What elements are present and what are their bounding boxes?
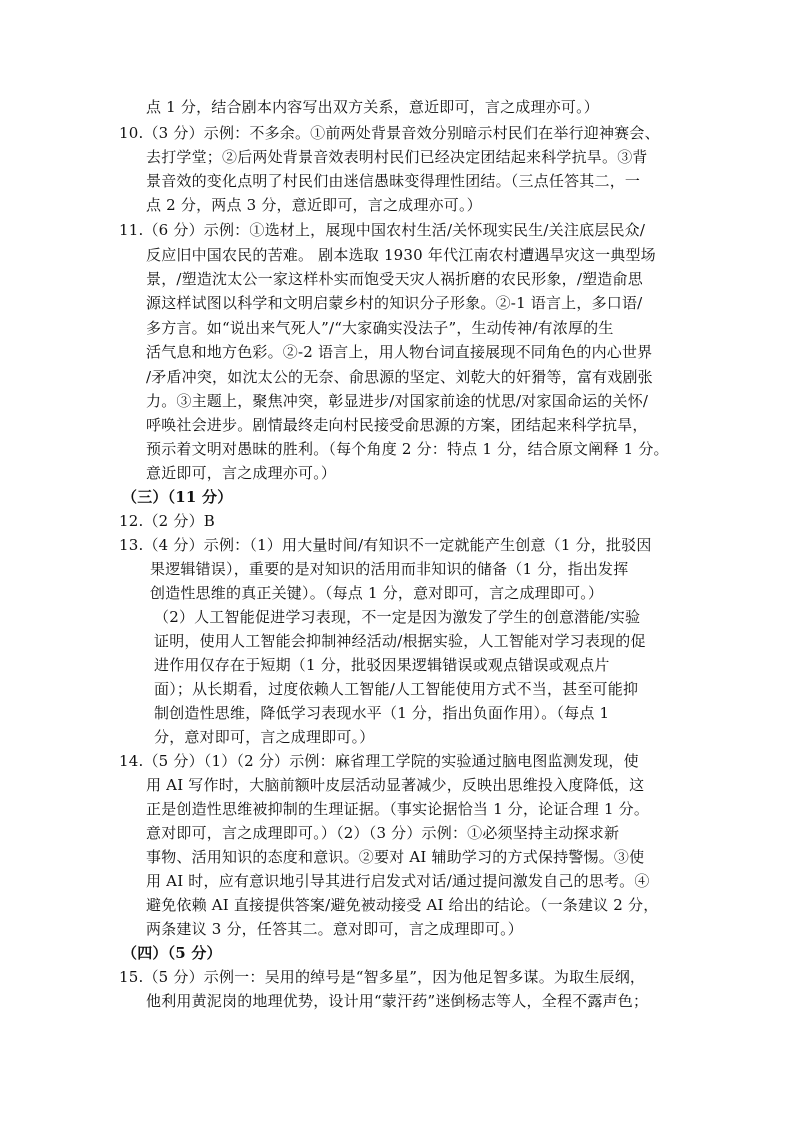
text-line: 景音效的变化点明了村民们由迷信愚昧变得理性团结。（三点任答其二，一: [146, 172, 641, 190]
text-line: 多方言。如“说出来气死人”/“大家确实没法子”，生动传神/有浓厚的生: [146, 319, 614, 337]
text-line: 制创造性思维，降低学习表现水平（1 分，指出负面作用）。（每点 1: [154, 704, 610, 722]
text-line: 避免依赖 AI 直接提供答案/避免被动接受 AI 给出的结论。（一条建议 2 分，: [146, 896, 659, 914]
text-line: 正是创造性思维被抑制的生理证据。（事实论据恰当 1 分，论证合理 1 分。: [146, 800, 650, 818]
text-line: 14.（5 分）（1）（2 分）示例：麻省理工学院的实验通过脑电图监测发现，使: [119, 752, 639, 770]
text-line: 15.（5 分）示例一：吴用的绰号是“智多星”，因为他足智多谋。为取生辰纲，: [119, 968, 646, 986]
text-line: 预示着文明对愚昧的胜利。（每个角度 2 分：特点 1 分，结合原文阐释 1 分。: [146, 440, 669, 458]
text-line: 源这样试图以科学和文明启蒙乡村的知识分子形象。②-1 语言上，多口语/: [146, 294, 643, 312]
text-line: 创造性思维的真正关键）。（每点 1 分，意对即可，言之成理即可。）: [150, 584, 604, 602]
text-line: /矛盾冲突，如沈太公的无奈、俞思源的坚定、刘乾大的奸猾等，富有戏剧张: [146, 368, 653, 386]
text-line: 他利用黄泥岗的地理优势，设计用“蒙汗药”迷倒杨志等人，全程不露声色；: [146, 992, 649, 1010]
text-line: 景，/塑造沈太公一家这样朴实而饱受天灾人祸折磨的农民形象，/塑造俞思: [146, 270, 643, 288]
text-line: 点 1 分，结合剧本内容写出双方关系，意近即可，言之成理亦可。）: [146, 98, 599, 116]
text-line: 果逻辑错误），重要的是对知识的活用而非知识的储备（1 分，指出发挥: [150, 560, 629, 578]
text-line: 点 2 分，两点 3 分，意近即可，言之成理亦可。）: [146, 196, 482, 214]
section-heading: （三）（11 分）: [122, 488, 233, 506]
text-line: 证明，使用人工智能会抑制神经活动/根据实验，人工智能对学习表现的促: [154, 632, 646, 650]
text-line: 分，意对即可，言之成理即可。）: [154, 728, 375, 746]
text-line: 去打学堂；②后两处背景音效表明村民们已经决定团结起来科学抗旱。③背: [146, 148, 648, 166]
text-line: 面）；从长期看，过度依赖人工智能/人工智能使用方式不当，甚至可能抑: [154, 680, 639, 698]
text-line: 两条建议 3 分，任答其二。意对即可，言之成理即可。）: [146, 920, 523, 938]
section-heading: （四）（5 分）: [122, 944, 222, 962]
text-line: 事物、活用知识的态度和意识。②要对 AI 辅助学习的方式保持警惕。③使: [146, 848, 645, 866]
text-line: 用 AI 时，应有意识地引导其进行启发式对话/通过提问激发自己的思考。④: [146, 872, 650, 890]
text-line: 12.（2 分）B: [119, 512, 215, 530]
text-line: 呼唤社会进步。剧情最终走向村民接受俞思源的方案，团结起来科学抗旱，: [146, 416, 648, 434]
text-line: 力。③主题上，聚焦冲突，彰显进步/对国家前途的忧思/对家国命运的关怀/: [146, 392, 649, 410]
text-line: 意近即可，言之成理亦可。）: [146, 464, 337, 482]
text-line: 反应旧中国农民的苦难。 剧本选取 1930 年代江南农村遭遇旱灾这一典型场: [146, 246, 656, 264]
text-line: （2）人工智能促进学习表现，不一定是因为激发了学生的创意潜能/实验: [154, 608, 641, 626]
text-line: 11.（6 分）示例：①选材上，展现中国农村生活/关怀现实民生/关注底层民众/: [119, 221, 646, 239]
text-line: 活气息和地方色彩。②-2 语言上，用人物台词直接展现不同角色的内心世界: [146, 343, 653, 361]
text-line: 进作用仅存在于短期（1 分，批驳因果逻辑错误或观点错误或观点片: [154, 656, 610, 674]
text-line: 意对即可，言之成理即可。）（2）（3 分）示例：①必须坚持主动探求新: [146, 824, 620, 842]
text-line: 10.（3 分）示例：不多余。①前两处背景音效分别暗示村民们在举行迎神赛会、: [119, 124, 660, 142]
text-line: 13.（4 分）示例：（1）用大量时间/有知识不一定就能产生创意（1 分，批驳因: [119, 536, 652, 554]
text-line: 用 AI 写作时，大脑前额叶皮层活动显著减少，反映出思维投入度降低，这: [146, 776, 645, 794]
